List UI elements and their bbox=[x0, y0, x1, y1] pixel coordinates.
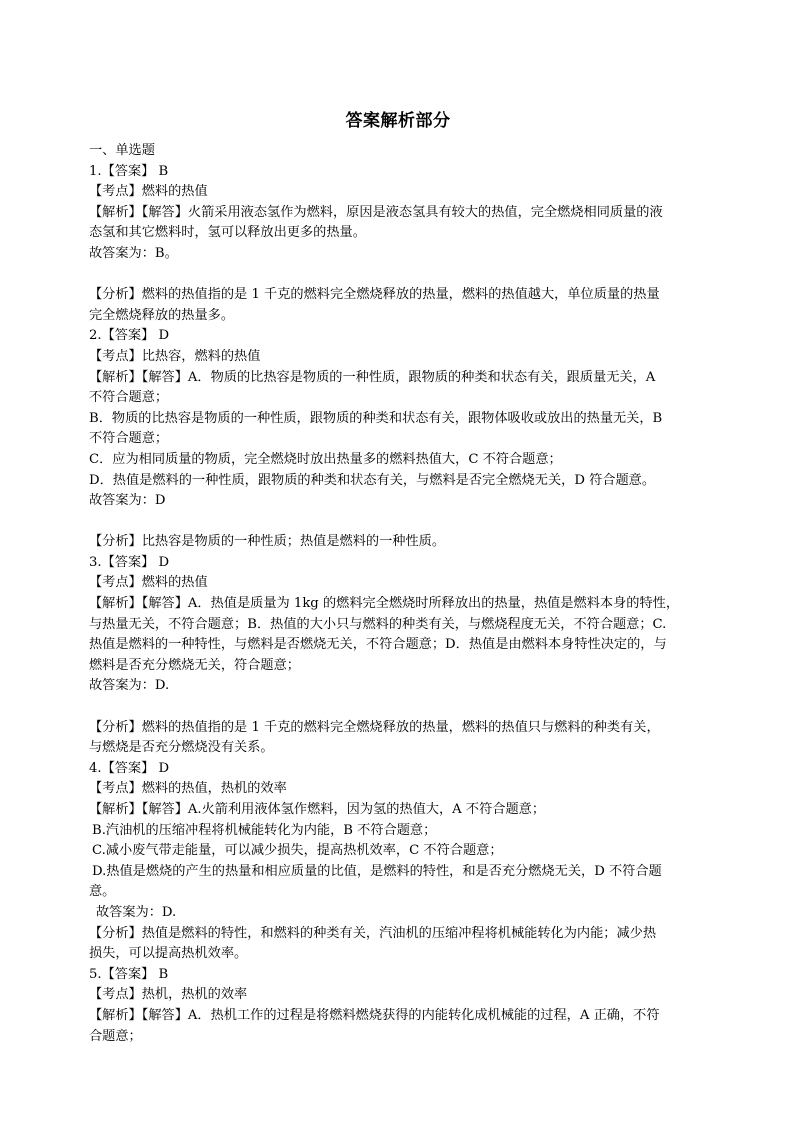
q4-option-a: 【解析】【解答】A.火箭利用液体氢作燃料，因为氢的热值大，A 不符合题意； bbox=[89, 802, 546, 817]
q4-conclusion: 故答案为：D. bbox=[96, 904, 177, 920]
q1-summary-line2: 完全燃烧释放的热量多。 bbox=[89, 307, 235, 323]
q2-option-a-line2: 不符合题意； bbox=[89, 390, 169, 406]
q2-answer: 2.【答案】 D bbox=[89, 328, 170, 344]
q4-option-c: C.减小废气带走能量，可以减少损失，提高热机效率，C 不符合题意； bbox=[92, 843, 503, 859]
q2-option-a-line1: 【解析】【解答】A．物质的比热容是物质的一种性质，跟物质的种类和状态有关，跟质量无关，A bbox=[89, 369, 656, 385]
q3-analysis-line2: 与热量无关，不符合题意；B．热值的大小只与燃料的种类有关，与燃烧程度无关，不符合题意；C. bbox=[89, 616, 667, 632]
q1-conclusion: 故答案为：B。 bbox=[89, 245, 178, 261]
spacer bbox=[89, 697, 707, 718]
spacer bbox=[89, 265, 707, 286]
q2-conclusion: 故答案为：D bbox=[89, 493, 166, 509]
q2-option-d: D．热值是燃料的一种性质，跟物质的种类和状态有关，与燃料是否完全燃烧无关，D 符合题意。 bbox=[89, 472, 656, 488]
q1-analysis-line2: 态氢和其它燃料时，氢可以释放出更多的热量。 bbox=[89, 225, 366, 241]
q3-point: 【考点】燃料的热值 bbox=[89, 575, 208, 591]
q2-option-b-line2: 不符合题意； bbox=[89, 431, 169, 447]
q1-answer: 1.【答案】 B bbox=[89, 163, 169, 179]
q4-option-b: B.汽油机的压缩冲程将机械能转化为内能，B 不符合题意； bbox=[92, 822, 437, 838]
q5-option-a-line1: 【解析】【解答】A．热机工作的过程是将燃料燃烧获得的内能转化成机械能的过程，A 正确，不符 bbox=[89, 1007, 660, 1023]
q4-summary-line2: 损失，可以提高热机效率。 bbox=[89, 946, 248, 962]
q2-option-c: C．应为相同质量的物质，完全燃烧时放出热量多的燃料热值大，C 不符合题意； bbox=[89, 451, 562, 467]
q4-point: 【考点】燃料的热值，热机的效率 bbox=[89, 781, 287, 797]
q2-point: 【考点】比热容，燃料的热值 bbox=[89, 348, 261, 364]
q5-point: 【考点】热机，热机的效率 bbox=[89, 987, 248, 1003]
q1-point: 【考点】燃料的热值 bbox=[89, 184, 208, 200]
q3-summary-line1: 【分析】燃料的热值指的是 1 千克的燃料完全燃烧释放的热量，燃料的热值只与燃料的种类有关， bbox=[89, 719, 660, 735]
q5-answer: 5.【答案】 B bbox=[89, 966, 169, 982]
q2-option-b-line1: B．物质的比热容是物质的一种性质，跟物质的种类和状态有关，跟物体吸收或放出的热量无关，B bbox=[89, 410, 663, 426]
q4-option-d-line2: 意。 bbox=[89, 884, 116, 900]
q5-option-a-line2: 合题意； bbox=[89, 1028, 142, 1044]
q4-option-d-line1: D.热值是燃烧的产生的热量和相应质量的比值，是燃料的特性，和是否充分燃烧无关，D 不符合题 bbox=[92, 863, 662, 879]
q1-analysis-line1: 【解析】【解答】火箭采用液态氢作为燃料，原因是液态氢具有较大的热值，完全燃烧相同质量的液 bbox=[89, 204, 663, 220]
q3-summary-line2: 与燃烧是否充分燃烧没有关系。 bbox=[89, 740, 274, 756]
q4-answer: 4.【答案】 D bbox=[89, 760, 170, 776]
q3-conclusion: 故答案为：D. bbox=[89, 678, 170, 694]
q3-analysis-line1: 【解析】【解答】A．热值是质量为 1kg 的燃料完全燃烧时所释放出的热量，热值是燃料本身的特性， bbox=[89, 596, 680, 612]
answer-content bbox=[89, 141, 707, 1047]
spacer bbox=[89, 512, 707, 533]
q4-summary-line1: 【分析】热值是燃料的特性，和燃料的种类有关，汽油机的压缩冲程将机械能转化为内能；减少热 bbox=[89, 925, 657, 941]
q1-summary-line1: 【分析】燃料的热值指的是 1 千克的燃料完全燃烧释放的热量，燃料的热值越大，单位质量的热量 bbox=[89, 287, 660, 303]
q2-summary: 【分析】比热容是物质的一种性质；热值是燃料的一种性质。 bbox=[89, 534, 446, 550]
q3-analysis-line3: 热值是燃料的一种特性，与燃料是否燃烧无关，不符合题意；D．热值是由燃料本身特性决定的，与 bbox=[89, 637, 667, 653]
page-title: 答案解析部分 bbox=[345, 111, 451, 131]
section-heading: 一、单选题 bbox=[89, 143, 155, 158]
q3-analysis-line4: 燃料是否充分燃烧无关，符合题意； bbox=[89, 657, 300, 673]
q3-answer: 3.【答案】 D bbox=[89, 554, 170, 570]
